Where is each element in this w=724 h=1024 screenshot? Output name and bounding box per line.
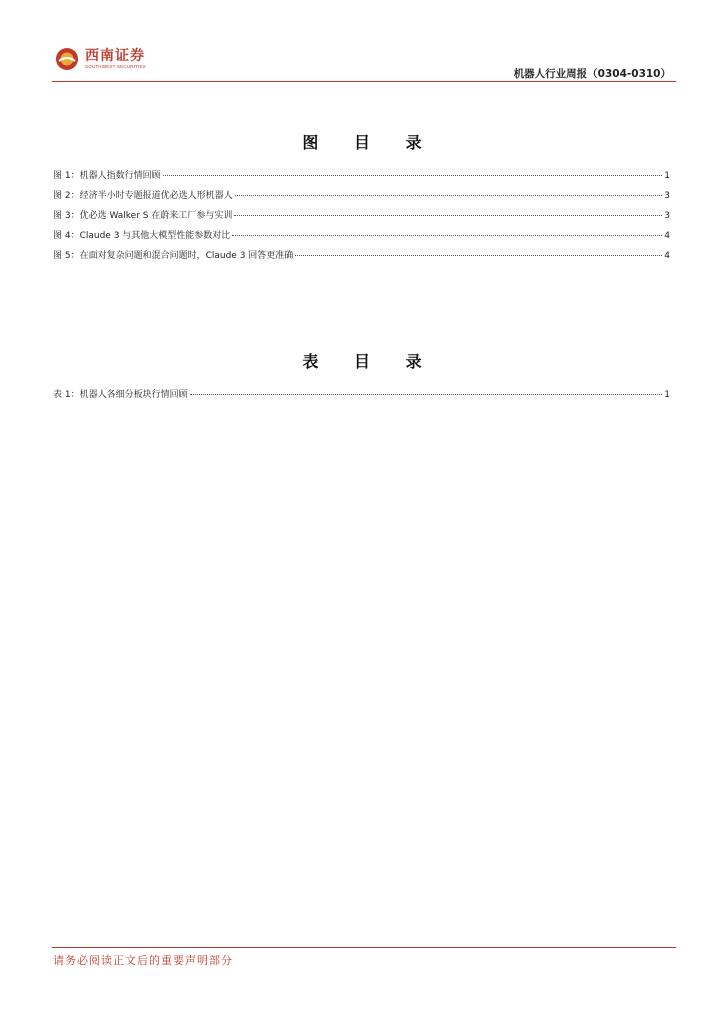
figures-toc — [53, 168, 670, 268]
toc-page-number: 4 — [664, 251, 670, 261]
header-divider — [52, 81, 676, 82]
logo-emblem-icon — [55, 47, 79, 71]
toc-entry-figure-2[interactable] — [53, 188, 670, 208]
toc-page-number: 4 — [664, 231, 670, 241]
toc-leader-dots — [234, 215, 662, 216]
toc-leader-dots — [295, 255, 662, 256]
logo-english-name: SOUTHWEST SECURITIES — [85, 63, 146, 69]
toc-leader-dots — [190, 394, 663, 395]
toc-entry-figure-3[interactable] — [53, 208, 670, 228]
toc-entry-table-1[interactable] — [53, 387, 670, 407]
toc-entry-label: 图 3：优必选 Walker S 在蔚来工厂参与实训 — [53, 211, 233, 221]
report-title: 机器人行业周报（0304-0310） — [513, 68, 671, 80]
company-logo — [55, 44, 146, 74]
figures-list-title: 图 目 录 — [302, 133, 437, 152]
logo-chinese-name: 西南证券 — [85, 47, 145, 64]
toc-entry-label: 表 1：机器人各细分板块行情回顾 — [53, 390, 188, 400]
disclaimer-notice: 请务必阅读正文后的重要声明部分 — [53, 954, 233, 967]
toc-page-number: 3 — [664, 191, 670, 201]
toc-page-number: 1 — [664, 390, 670, 400]
tables-list-title: 表 目 录 — [302, 352, 437, 371]
toc-entry-figure-1[interactable] — [53, 168, 670, 188]
toc-entry-label: 图 1：机器人指数行情回顾 — [53, 171, 161, 181]
toc-entry-label: 图 4：Claude 3 与其他大模型性能参数对比 — [53, 231, 231, 241]
toc-entry-figure-4[interactable] — [53, 228, 670, 248]
toc-leader-dots — [163, 175, 663, 176]
toc-leader-dots — [232, 235, 662, 236]
toc-page-number: 1 — [664, 171, 670, 181]
tables-toc — [53, 387, 670, 407]
toc-entry-label: 图 2：经济半小时专题报道优必选人形机器人 — [53, 191, 233, 201]
toc-entry-label: 图 5：在面对复杂问题和混合问题时，Claude 3 回答更准确 — [53, 251, 294, 261]
toc-page-number: 3 — [664, 211, 670, 221]
footer-divider — [52, 947, 676, 948]
toc-leader-dots — [235, 195, 663, 196]
toc-entry-figure-5[interactable] — [53, 248, 670, 268]
